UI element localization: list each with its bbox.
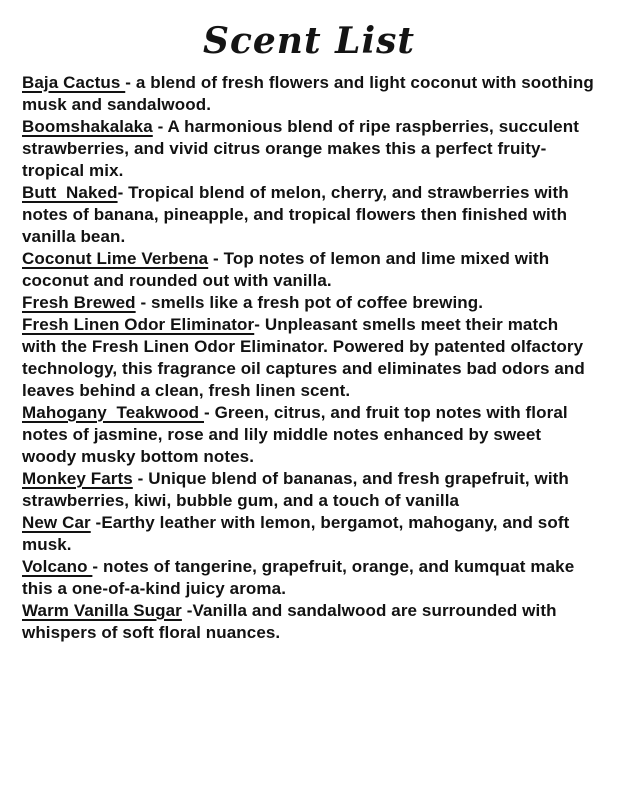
scent-entry [22, 402, 596, 468]
scent-name: New Car [22, 513, 91, 532]
scent-entry [22, 556, 596, 600]
scent-entry [22, 292, 596, 314]
scent-name: Volcano [22, 557, 93, 576]
scent-name: Coconut Lime Verbena [22, 249, 209, 268]
scent-description: - Unique blend of bananas, and fresh grapefruit, with strawberries, kiwi, bubble gum, and a touch of vanilla [22, 469, 569, 510]
scent-description: -Earthy leather with lemon, bergamot, mahogany, and soft musk. [22, 513, 570, 554]
scent-description: - smells like a fresh pot of coffee brewing. [135, 293, 484, 312]
scent-entry [22, 600, 596, 644]
scent-entry [22, 314, 596, 402]
page-title: Scent List [202, 20, 416, 62]
scent-entry [22, 72, 596, 116]
scent-description: -Vanilla and sandalwood are surrounded with whispers of soft floral nuances. [22, 601, 557, 642]
scent-name: Boomshakalaka [22, 117, 153, 136]
scent-description: - Green, citrus, and fruit top notes with floral notes of jasmine, rose and lily middle notes enhanced by sweet woody musky bottom notes. [22, 403, 568, 466]
scent-entry [22, 512, 596, 556]
scent-entry [22, 248, 596, 292]
scent-name: Fresh Brewed [22, 293, 136, 312]
scent-description: - Top notes of lemon and lime mixed with coconut and rounded out with vanilla. [22, 249, 550, 290]
scent-description: - notes of tangerine, grapefruit, orange, and kumquat make this a one-of-a-kind juicy aroma. [22, 557, 575, 598]
scent-description: - a blend of fresh flowers and light coconut with soothing musk and sandalwood. [22, 73, 594, 114]
scent-name: Butt Naked [22, 183, 118, 202]
scent-name: Mahogany Teakwood [22, 403, 204, 422]
scent-description: - A harmonious blend of ripe raspberries, succulent strawberries, and vivid citrus orange makes this a perfect fruity-tropical mix. [22, 117, 579, 180]
scent-description: - Tropical blend of melon, cherry, and strawberries with notes of banana, pineapple, and tropical flowers then finished with vanilla bean. [22, 183, 569, 246]
scent-name: Baja Cactus [22, 73, 126, 92]
scent-entry [22, 182, 596, 248]
scent-name: Fresh Linen Odor Eliminator [22, 315, 255, 334]
scent-entry [22, 116, 596, 182]
scent-name: Monkey Farts [22, 469, 133, 488]
scent-name: Warm Vanilla Sugar [22, 601, 182, 620]
scent-list [22, 72, 596, 644]
scent-entry [22, 468, 596, 512]
scent-description: - Unpleasant smells meet their match with the Fresh Linen Odor Eliminator. Powered by patented olfactory technology, this fragrance oil captures and eliminates bad odors and leaves behind a clean, fresh linen scent. [22, 315, 585, 400]
